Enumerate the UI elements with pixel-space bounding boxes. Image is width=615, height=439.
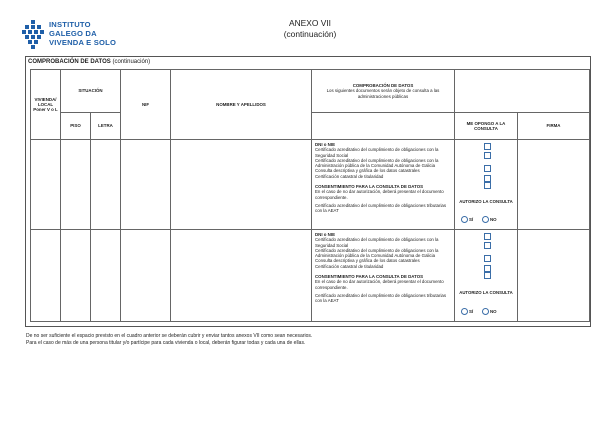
vivienda-header: VIVIENDA/ LOCAL Poner V o L	[31, 70, 61, 140]
nombre-header: NOMBRE Y APELLIDOS	[171, 70, 312, 140]
oppose-seg-social-checkbox[interactable]	[484, 152, 491, 159]
vivienda-cell[interactable]	[31, 140, 61, 230]
logo-line-1: INSTITUTO	[49, 20, 91, 29]
comprobacion-header: COMPROBACIÓN DE DATOS Los siguientes documentos serán objeto de consulta a las administraciones públicas	[312, 70, 455, 113]
oppose-titularidad-checkbox[interactable]	[484, 272, 491, 279]
si-radio[interactable]	[461, 308, 468, 315]
oppose-dni-checkbox[interactable]	[484, 143, 491, 150]
footer-notes	[26, 333, 312, 347]
section-title: COMPROBACIÓN DE DATOS (continuación)	[28, 59, 151, 65]
firma-cell[interactable]	[518, 230, 590, 322]
no-radio[interactable]	[482, 216, 489, 223]
si-label: SÍ	[469, 309, 474, 314]
me-opongo-header: ME OPONGO A LA CONSULTA	[455, 113, 518, 140]
oppose-cell	[455, 230, 518, 322]
no-radio[interactable]	[482, 308, 489, 315]
autorizo-label: AUTORIZO LA CONSULTA	[459, 290, 513, 295]
no-label: NO	[490, 217, 497, 222]
annex-title: ANEXO VII	[289, 18, 331, 28]
oppose-galicia-checkbox[interactable]	[484, 255, 491, 262]
oppose-cell	[455, 140, 518, 230]
table-row	[31, 230, 590, 322]
galicia-crest-icon	[22, 20, 44, 50]
documents-cell: DNI o NIE Certificado acreditativo del cumplimiento de obligaciones con la Seguridad Social Certificado acreditativo del cumplimiento de obligaciones con la Administración pública de la Comunidad Autónoma de Galicia Consulta descriptiva y gráfica de los datos catastrales Certificación catastral de titularidad CONSENTIMIENTO PARA LA CONSULTA DE DATOS En el caso de no dar autorización, deberá presentar el documento correspondiente. Certificado acreditativo del cumplimiento de obligaciones tributarias con la AEAT	[312, 230, 455, 322]
si-radio[interactable]	[461, 216, 468, 223]
piso-header: PISO	[61, 113, 91, 140]
nif-header: NIF	[121, 70, 171, 140]
header-blank	[455, 70, 590, 113]
oppose-dni-checkbox[interactable]	[484, 233, 491, 240]
oppose-titularidad-checkbox[interactable]	[484, 182, 491, 189]
nif-cell[interactable]	[121, 140, 171, 230]
oppose-galicia-checkbox[interactable]	[484, 165, 491, 172]
footer-note-2: Para el caso de más de una persona titular y/o partícipe para cada vivienda o local, deberán figurar todas y cada una de ellas.	[26, 340, 306, 346]
letra-cell[interactable]	[91, 230, 121, 322]
logo-line-2: GALEGO DA	[49, 29, 97, 38]
nombre-cell[interactable]	[171, 140, 312, 230]
piso-cell[interactable]	[61, 140, 91, 230]
footer-note-1: De no ser suficiente el espacio previsto en el cuadro anterior se deberán cubrir y enviar tantos anexos VII como sean necesarios.	[26, 333, 313, 339]
documents-cell: DNI o NIE Certificado acreditativo del cumplimiento de obligaciones con la Seguridad Social Certificado acreditativo del cumplimiento de obligaciones con la Administración pública de la Comunidad Autónoma de Galicia Consulta descriptiva y gráfica de los datos catastrales Certificación catastral de titularidad CONSENTIMIENTO PARA LA CONSULTA DE DATOS En el caso de no dar autorización, deberá presentar el documento correspondiente. Certificado acreditativo del cumplimiento de obligaciones tributarias con la AEAT	[312, 140, 455, 230]
annex-heading	[230, 18, 390, 39]
firma-header: FIRMA	[518, 113, 590, 140]
annex-continuation: (continuación)	[283, 28, 337, 39]
data-table	[30, 69, 590, 322]
nif-cell[interactable]	[121, 230, 171, 322]
oppose-seg-social-checkbox[interactable]	[484, 242, 491, 249]
logo-line-3: VIVENDA E SOLO	[49, 38, 117, 47]
oppose-catastro-checkbox[interactable]	[484, 265, 491, 272]
si-label: SÍ	[469, 217, 474, 222]
nombre-cell[interactable]	[171, 230, 312, 322]
piso-cell[interactable]	[61, 230, 91, 322]
letra-header: LETRA	[91, 113, 121, 140]
docs-subheader-blank	[312, 113, 455, 140]
oppose-catastro-checkbox[interactable]	[484, 175, 491, 182]
autorizo-label: AUTORIZO LA CONSULTA	[459, 199, 513, 204]
firma-cell[interactable]	[518, 140, 590, 230]
data-check-section	[25, 56, 591, 327]
situacion-header: SITUACIÓN	[61, 70, 121, 113]
table-row	[31, 140, 590, 230]
vivienda-cell[interactable]	[31, 230, 61, 322]
section-title-note: (continuación)	[112, 59, 151, 65]
institute-logo	[22, 19, 142, 51]
no-label: NO	[490, 309, 497, 314]
letra-cell[interactable]	[91, 140, 121, 230]
